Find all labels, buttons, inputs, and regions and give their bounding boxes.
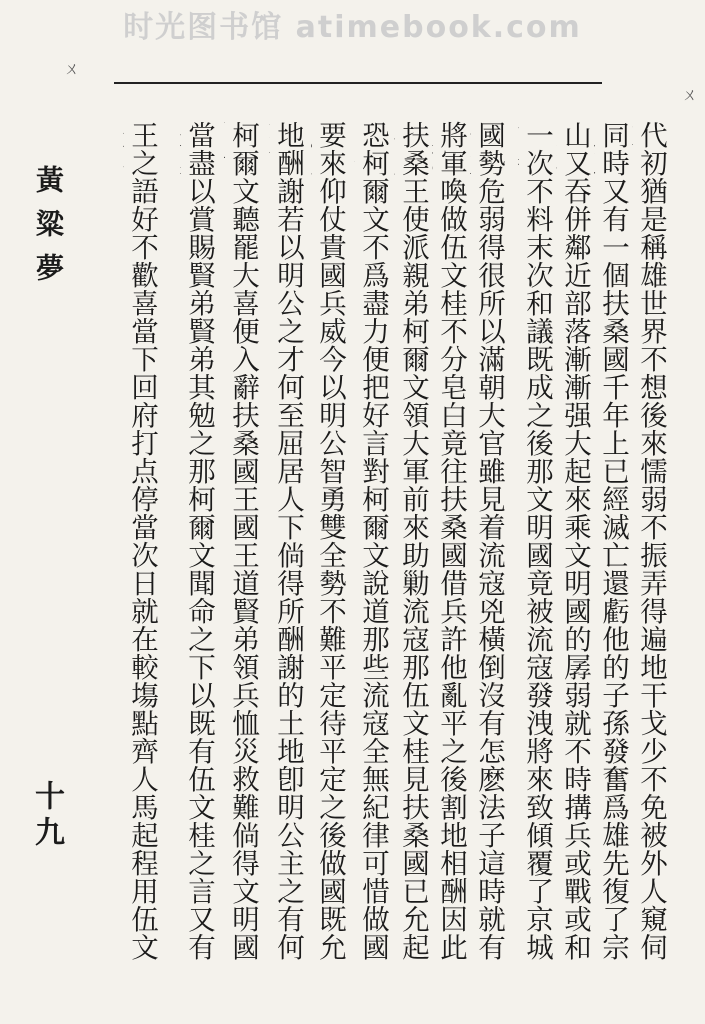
watermark-text: 时光图书馆 atimebook.com (123, 10, 582, 45)
text-column-8: 恐柯爾文不爲盡力便把好言對柯爾文說道那些流寇全無紀律可惜做國 (357, 121, 389, 961)
text-column-9: 要來仰仗貴國兵威今以明公智勇雙全勢不難平定待平定之後做國既允 (314, 121, 346, 961)
text-column-3: 山又吞併鄰近部落漸漸强大起來乘文明國的孱弱就不時搆兵或戰或和 (559, 121, 591, 961)
text-column-1: 代初猶是稱雄世界不想後來懦弱不振弄得遍地干戈少不免被外人窺伺 (635, 121, 667, 961)
text-column-5: 國勢危弱得很所以滿朝大官雖見着流寇兇橫倒沒有怎麽法子這時就有 (473, 121, 505, 961)
header-rule (114, 82, 602, 84)
margin-mark-right: ㄨ (682, 85, 699, 104)
text-column-10: 地酬謝若以明公之才何至屈居人下倘得所酬謝的土地卽明公主之有何 (272, 121, 304, 961)
page-number: 十九 (29, 780, 64, 852)
text-column-12: 當盡以賞賜賢弟賢弟其勉之那柯爾文聞命之下以既有伍文桂之言又有 (183, 121, 215, 961)
text-column-13: 王之語好不歡喜當下回府打点停當次日就在較塲點齊人馬起程用伍文 (126, 121, 158, 961)
book-title: 黃粱夢 (32, 165, 65, 297)
text-column-11: 柯爾文聽罷大喜便入辭扶桑國王國王道賢弟領兵恤災救難倘得文明國 (227, 121, 259, 961)
text-column-2: 同時又有一個扶桑國千年上已經滅亡還虧他的子孫發奮爲雄先復了宗 (597, 121, 629, 961)
text-column-6: 將軍喚做伍文桂不分皂白竟往扶桑國借兵許他亂平之後割地相酬因此 (435, 121, 467, 961)
text-column-4: 一次不料末次和議既成之後那文明國竟被流寇發洩將來致傾覆了京城 (521, 121, 553, 961)
text-column-7: 扶桑王使派親弟柯爾文領大軍前來助勦流寇那伍文桂見扶桑國已允起 (397, 121, 429, 961)
margin-mark-left: ㄨ (64, 59, 81, 78)
